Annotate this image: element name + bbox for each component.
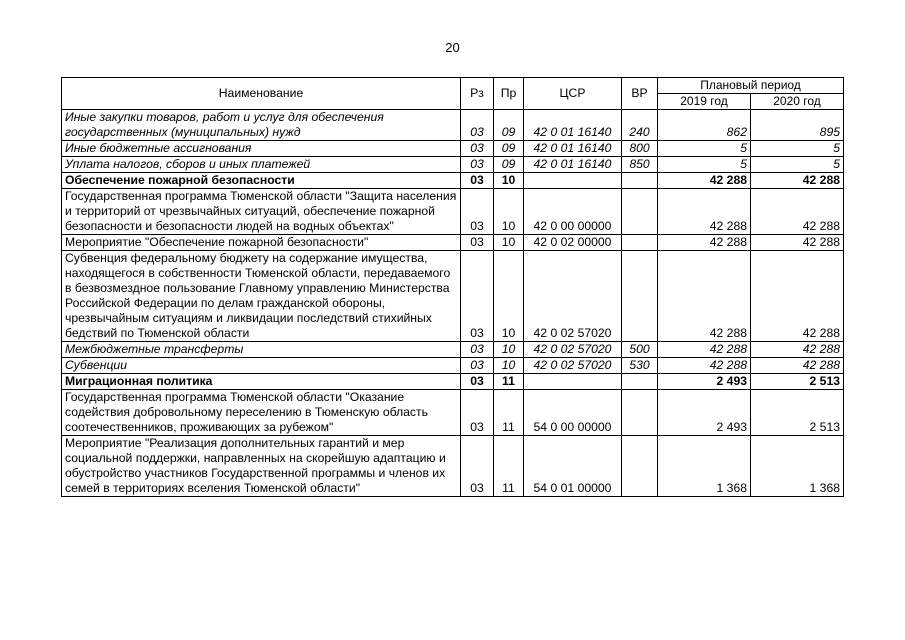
cell-rz: 03	[461, 374, 494, 390]
cell-csr: 54 0 00 00000	[524, 390, 622, 436]
cell-vr	[622, 189, 658, 235]
table-row	[62, 390, 844, 436]
cell-rz: 03	[461, 436, 494, 497]
table-row	[62, 189, 844, 235]
cell-pr: 10	[494, 358, 524, 374]
table-row	[62, 110, 844, 141]
cell-csr: 42 0 02 57020	[524, 358, 622, 374]
cell-2019: 5	[658, 141, 751, 157]
table-row	[62, 342, 844, 358]
table-row	[62, 173, 844, 189]
cell-name: Субвенция федеральному бюджету на содержание имущества, находящегося в собственности Тюменской области, передаваемого в безвозмездное пользование Главному управлению Министерства Российской Федерации по делам гражданской обороны, чрезвычайным ситуациям и ликвидации последствий стихийных бедствий по Тюменской области	[62, 251, 461, 342]
cell-csr	[524, 374, 622, 390]
cell-csr: 42 0 01 16140	[524, 141, 622, 157]
cell-csr: 42 0 01 16140	[524, 157, 622, 173]
cell-csr	[524, 173, 622, 189]
cell-2020: 42 288	[751, 189, 844, 235]
cell-name: Иные бюджетные ассигнования	[62, 141, 461, 157]
cell-rz: 03	[461, 157, 494, 173]
cell-pr: 09	[494, 141, 524, 157]
cell-pr: 11	[494, 374, 524, 390]
cell-rz: 03	[461, 342, 494, 358]
cell-name: Мероприятие "Обеспечение пожарной безопасности"	[62, 235, 461, 251]
cell-rz: 03	[461, 110, 494, 141]
cell-rz: 03	[461, 189, 494, 235]
cell-rz: 03	[461, 141, 494, 157]
cell-2019: 42 288	[658, 358, 751, 374]
header-name: Наименование	[62, 78, 461, 110]
cell-name: Мероприятие "Реализация дополнительных гарантий и мер социальной поддержки, направленных на скорейшую адаптацию и обустройство участников Государственной программы и членов их семей в территориях вселения Тюменской области"	[62, 436, 461, 497]
cell-2020: 895	[751, 110, 844, 141]
cell-rz: 03	[461, 173, 494, 189]
cell-2020: 2 513	[751, 390, 844, 436]
cell-2019: 862	[658, 110, 751, 141]
cell-2019: 1 368	[658, 436, 751, 497]
cell-2020: 42 288	[751, 342, 844, 358]
cell-2019: 2 493	[658, 374, 751, 390]
cell-vr	[622, 251, 658, 342]
cell-pr: 10	[494, 251, 524, 342]
header-pr: Пр	[494, 78, 524, 110]
table-row	[62, 235, 844, 251]
cell-vr: 850	[622, 157, 658, 173]
cell-pr: 10	[494, 189, 524, 235]
table-row	[62, 436, 844, 497]
header-rz: Рз	[461, 78, 494, 110]
cell-2020: 2 513	[751, 374, 844, 390]
cell-rz: 03	[461, 358, 494, 374]
cell-csr: 54 0 01 00000	[524, 436, 622, 497]
cell-csr: 42 0 02 57020	[524, 251, 622, 342]
cell-2019: 2 493	[658, 390, 751, 436]
cell-csr: 42 0 01 16140	[524, 110, 622, 141]
cell-2019: 42 288	[658, 235, 751, 251]
header-vr: ВР	[622, 78, 658, 110]
cell-rz: 03	[461, 251, 494, 342]
cell-2020: 1 368	[751, 436, 844, 497]
cell-name: Уплата налогов, сборов и иных платежей	[62, 157, 461, 173]
cell-rz: 03	[461, 235, 494, 251]
cell-csr: 42 0 02 00000	[524, 235, 622, 251]
cell-2020: 42 288	[751, 173, 844, 189]
table-row	[62, 251, 844, 342]
cell-2019: 42 288	[658, 342, 751, 358]
header-csr: ЦСР	[524, 78, 622, 110]
cell-vr: 800	[622, 141, 658, 157]
cell-2019: 42 288	[658, 173, 751, 189]
cell-pr: 09	[494, 157, 524, 173]
cell-2020: 5	[751, 141, 844, 157]
header-2020: 2020 год	[751, 94, 844, 110]
cell-pr: 11	[494, 436, 524, 497]
cell-vr	[622, 374, 658, 390]
cell-name: Государственная программа Тюменской области "Оказание содействия добровольному переселению в Тюменскую область соотечественников, проживающих за рубежом"	[62, 390, 461, 436]
cell-2020: 42 288	[751, 235, 844, 251]
cell-rz: 03	[461, 390, 494, 436]
cell-2019: 42 288	[658, 189, 751, 235]
cell-2020: 42 288	[751, 358, 844, 374]
cell-name: Межбюджетные трансферты	[62, 342, 461, 358]
cell-name: Миграционная политика	[62, 374, 461, 390]
cell-2020: 42 288	[751, 251, 844, 342]
cell-pr: 09	[494, 110, 524, 141]
budget-table	[61, 77, 844, 497]
header-plan-period: Плановый период	[658, 78, 844, 94]
cell-vr	[622, 173, 658, 189]
cell-vr	[622, 436, 658, 497]
cell-vr	[622, 390, 658, 436]
page-number: 20	[445, 40, 460, 55]
cell-vr: 240	[622, 110, 658, 141]
cell-name: Государственная программа Тюменской области "Защита населения и территорий от чрезвычайных ситуаций, обеспечение пожарной безопасности и безопасности людей на водных объектах"	[62, 189, 461, 235]
table-row	[62, 374, 844, 390]
cell-vr	[622, 235, 658, 251]
table-row	[62, 157, 844, 173]
cell-2020: 5	[751, 157, 844, 173]
cell-pr: 10	[494, 173, 524, 189]
cell-pr: 11	[494, 390, 524, 436]
cell-csr: 42 0 02 57020	[524, 342, 622, 358]
cell-name: Иные закупки товаров, работ и услуг для обеспечения государственных (муниципальных) нужд	[62, 110, 461, 141]
cell-2019: 5	[658, 157, 751, 173]
cell-pr: 10	[494, 235, 524, 251]
cell-pr: 10	[494, 342, 524, 358]
cell-name: Субвенции	[62, 358, 461, 374]
header-2019: 2019 год	[658, 94, 751, 110]
table-row	[62, 358, 844, 374]
table-body	[62, 110, 844, 497]
cell-name: Обеспечение пожарной безопасности	[62, 173, 461, 189]
cell-vr: 530	[622, 358, 658, 374]
cell-csr: 42 0 00 00000	[524, 189, 622, 235]
table-row	[62, 141, 844, 157]
cell-2019: 42 288	[658, 251, 751, 342]
cell-vr: 500	[622, 342, 658, 358]
